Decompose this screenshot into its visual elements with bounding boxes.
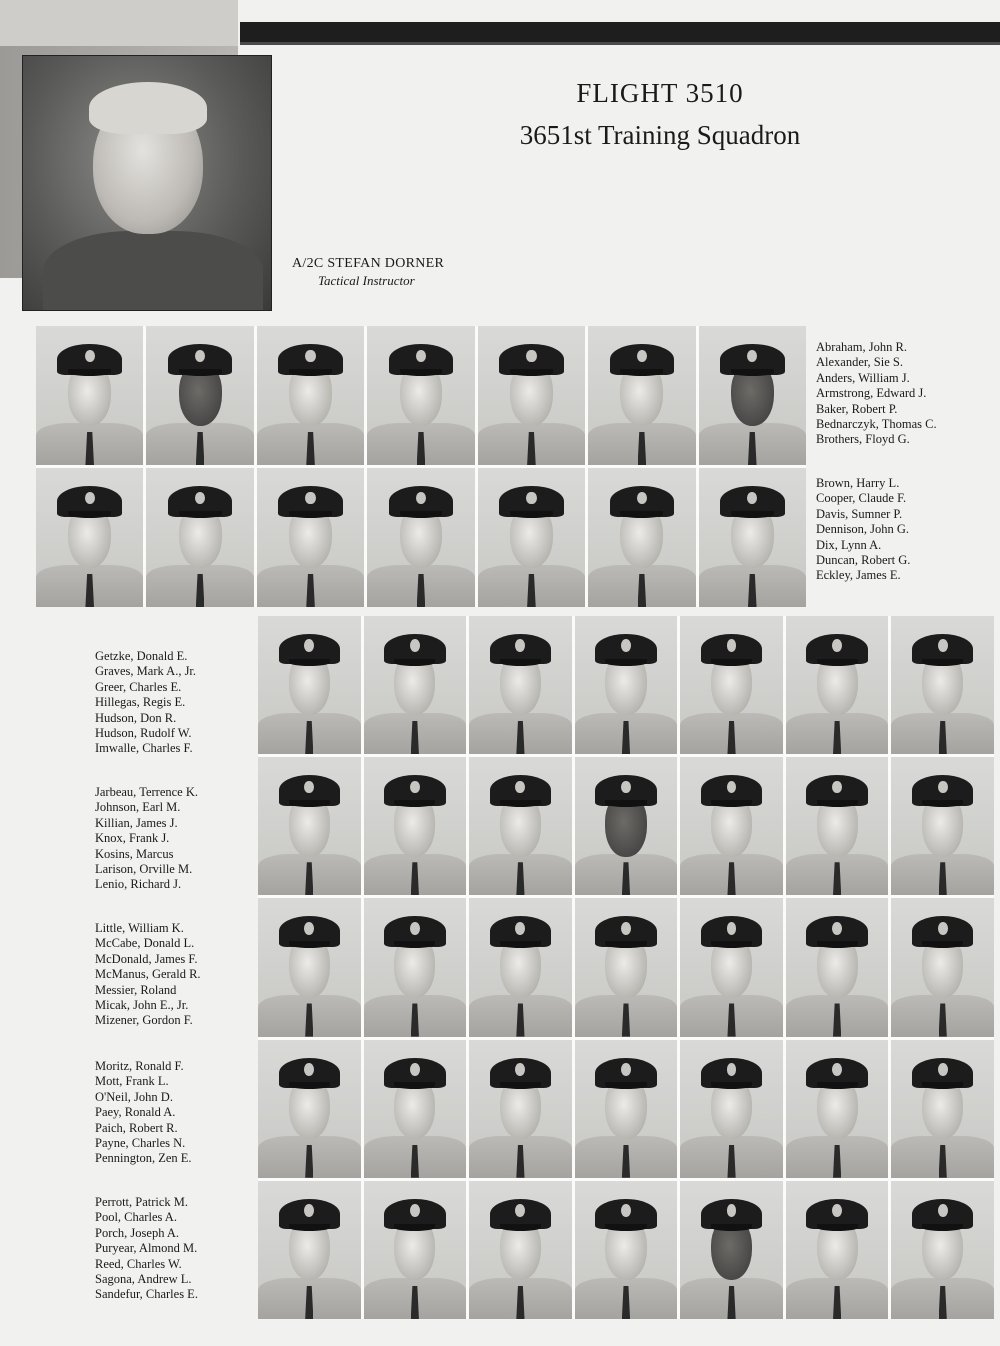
portrait-photo: [36, 326, 143, 465]
portrait-photo: [680, 757, 783, 895]
list-item: Micak, John E., Jr.: [95, 998, 189, 1013]
list-item: Graves, Mark A., Jr.: [95, 664, 197, 679]
portrait-photo: [680, 898, 783, 1036]
portrait-grid-bottom: [258, 616, 994, 1319]
portrait-photo: [367, 468, 474, 607]
portrait-photo: [575, 1040, 678, 1178]
list-item: Greer, Charles E.: [95, 679, 182, 694]
list-item: Cooper, Claude F.: [816, 491, 907, 506]
list-item: Abraham, John R.: [816, 340, 907, 354]
list-item: Messier, Roland: [95, 982, 177, 997]
name-list: [95, 1195, 198, 1303]
list-item: McManus, Gerald R.: [95, 967, 201, 982]
portrait-photo: [891, 616, 994, 754]
header-rule-edge: [240, 42, 1000, 45]
list-item: Jarbeau, Terrence K.: [95, 785, 199, 799]
portrait-photo: [891, 1181, 994, 1319]
portrait-photo: [680, 616, 783, 754]
name-list: [95, 921, 201, 1029]
portrait-photo: [575, 616, 678, 754]
page-edge-strip: [0, 0, 238, 46]
list-item: Getzke, Donald E.: [95, 649, 188, 663]
list-item: Duncan, Robert G.: [816, 553, 911, 568]
name-list: [95, 649, 196, 757]
portrait-photo: [364, 1040, 467, 1178]
portrait-photo: [367, 326, 474, 465]
portrait-photo: [680, 1040, 783, 1178]
list-item: Lenio, Richard J.: [95, 877, 182, 892]
portrait-photo: [258, 1181, 361, 1319]
portrait-photo: [786, 757, 889, 895]
portrait-photo: [786, 898, 889, 1036]
list-item: Imwalle, Charles F.: [95, 741, 193, 756]
list-item: Dix, Lynn A.: [816, 537, 882, 552]
list-item: Little, William K.: [95, 921, 184, 935]
portrait-photo: [786, 1040, 889, 1178]
list-item: Hudson, Rudolf W.: [95, 726, 192, 741]
list-item: Paich, Robert R.: [95, 1120, 178, 1135]
list-item: Knox, Frank J.: [95, 831, 170, 846]
list-item: McDonald, James F.: [95, 951, 198, 966]
portrait-photo: [469, 757, 572, 895]
portrait-photo: [891, 757, 994, 895]
list-item: Sagona, Andrew L.: [95, 1272, 192, 1287]
list-item: Bednarczyk, Thomas C.: [816, 417, 937, 432]
name-list: [816, 340, 937, 448]
portrait-photo: [258, 1040, 361, 1178]
portrait-photo: [699, 468, 806, 607]
portrait-photo: [258, 898, 361, 1036]
list-item: Armstrong, Edward J.: [816, 386, 927, 401]
list-item: Puryear, Almond M.: [95, 1241, 198, 1256]
list-item: Pool, Charles A.: [95, 1210, 177, 1225]
list-item: Hudson, Don R.: [95, 710, 177, 725]
list-item: Anders, William J.: [816, 370, 910, 385]
list-item: Eckley, James E.: [816, 568, 901, 583]
list-item: Perrott, Patrick M.: [95, 1195, 189, 1209]
instructor-name: A/2C STEFAN DORNER: [292, 256, 445, 271]
instructor-hair: [89, 82, 207, 134]
page-title: FLIGHT 3510: [576, 78, 744, 108]
list-item: Dennison, John G.: [816, 522, 910, 537]
page-subtitle: 3651st Training Squadron: [519, 120, 801, 150]
portrait-photo: [257, 326, 364, 465]
list-item: Moritz, Ronald F.: [95, 1059, 184, 1073]
list-item: Baker, Robert P.: [816, 401, 898, 416]
portrait-photo: [364, 898, 467, 1036]
list-item: Alexander, Sie S.: [816, 355, 903, 370]
portrait-grid-top: [36, 326, 806, 607]
list-item: Mizener, Gordon F.: [95, 1013, 193, 1028]
portrait-photo: [588, 468, 695, 607]
portrait-photo: [786, 616, 889, 754]
portrait-photo: [364, 757, 467, 895]
portrait-photo: [891, 1040, 994, 1178]
portrait-photo: [146, 468, 253, 607]
list-item: Johnson, Earl M.: [95, 800, 181, 815]
list-item: Porch, Joseph A.: [95, 1225, 180, 1240]
instructor-role: Tactical Instructor: [318, 273, 415, 288]
portrait-photo: [478, 326, 585, 465]
portrait-photo: [786, 1181, 889, 1319]
list-item: Sandefur, Charles E.: [95, 1287, 198, 1302]
portrait-photo: [258, 757, 361, 895]
list-item: O'Neil, John D.: [95, 1089, 173, 1104]
instructor-photo: [22, 55, 272, 311]
list-item: Payne, Charles N.: [95, 1136, 186, 1151]
portrait-photo: [469, 898, 572, 1036]
portrait-photo: [469, 616, 572, 754]
name-list: [95, 1059, 192, 1167]
list-item: Reed, Charles W.: [95, 1256, 182, 1271]
list-item: Mott, Frank L.: [95, 1074, 169, 1089]
name-list: [95, 785, 198, 893]
list-item: Kosins, Marcus: [95, 846, 174, 861]
instructor-uniform: [43, 231, 263, 311]
portrait-photo: [680, 1181, 783, 1319]
portrait-photo: [364, 616, 467, 754]
name-list: [816, 476, 910, 584]
header-rule: [240, 22, 1000, 42]
portrait-photo: [588, 326, 695, 465]
list-item: Davis, Sumner P.: [816, 506, 903, 521]
list-item: Paey, Ronald A.: [95, 1105, 176, 1120]
portrait-photo: [891, 898, 994, 1036]
portrait-photo: [36, 468, 143, 607]
list-item: Killian, James J.: [95, 815, 178, 830]
portrait-photo: [469, 1181, 572, 1319]
portrait-photo: [575, 757, 678, 895]
portrait-photo: [364, 1181, 467, 1319]
portrait-photo: [469, 1040, 572, 1178]
portrait-photo: [575, 898, 678, 1036]
portrait-photo: [699, 326, 806, 465]
list-item: Pennington, Zen E.: [95, 1151, 192, 1166]
list-item: Hillegas, Regis E.: [95, 695, 186, 710]
portrait-photo: [257, 468, 364, 607]
portrait-photo: [258, 616, 361, 754]
list-item: Brothers, Floyd G.: [816, 432, 910, 447]
portrait-photo: [146, 326, 253, 465]
portrait-photo: [478, 468, 585, 607]
portrait-photo: [575, 1181, 678, 1319]
list-item: Larison, Orville M.: [95, 862, 193, 877]
list-item: McCabe, Donald L.: [95, 936, 195, 951]
list-item: Brown, Harry L.: [816, 476, 900, 490]
